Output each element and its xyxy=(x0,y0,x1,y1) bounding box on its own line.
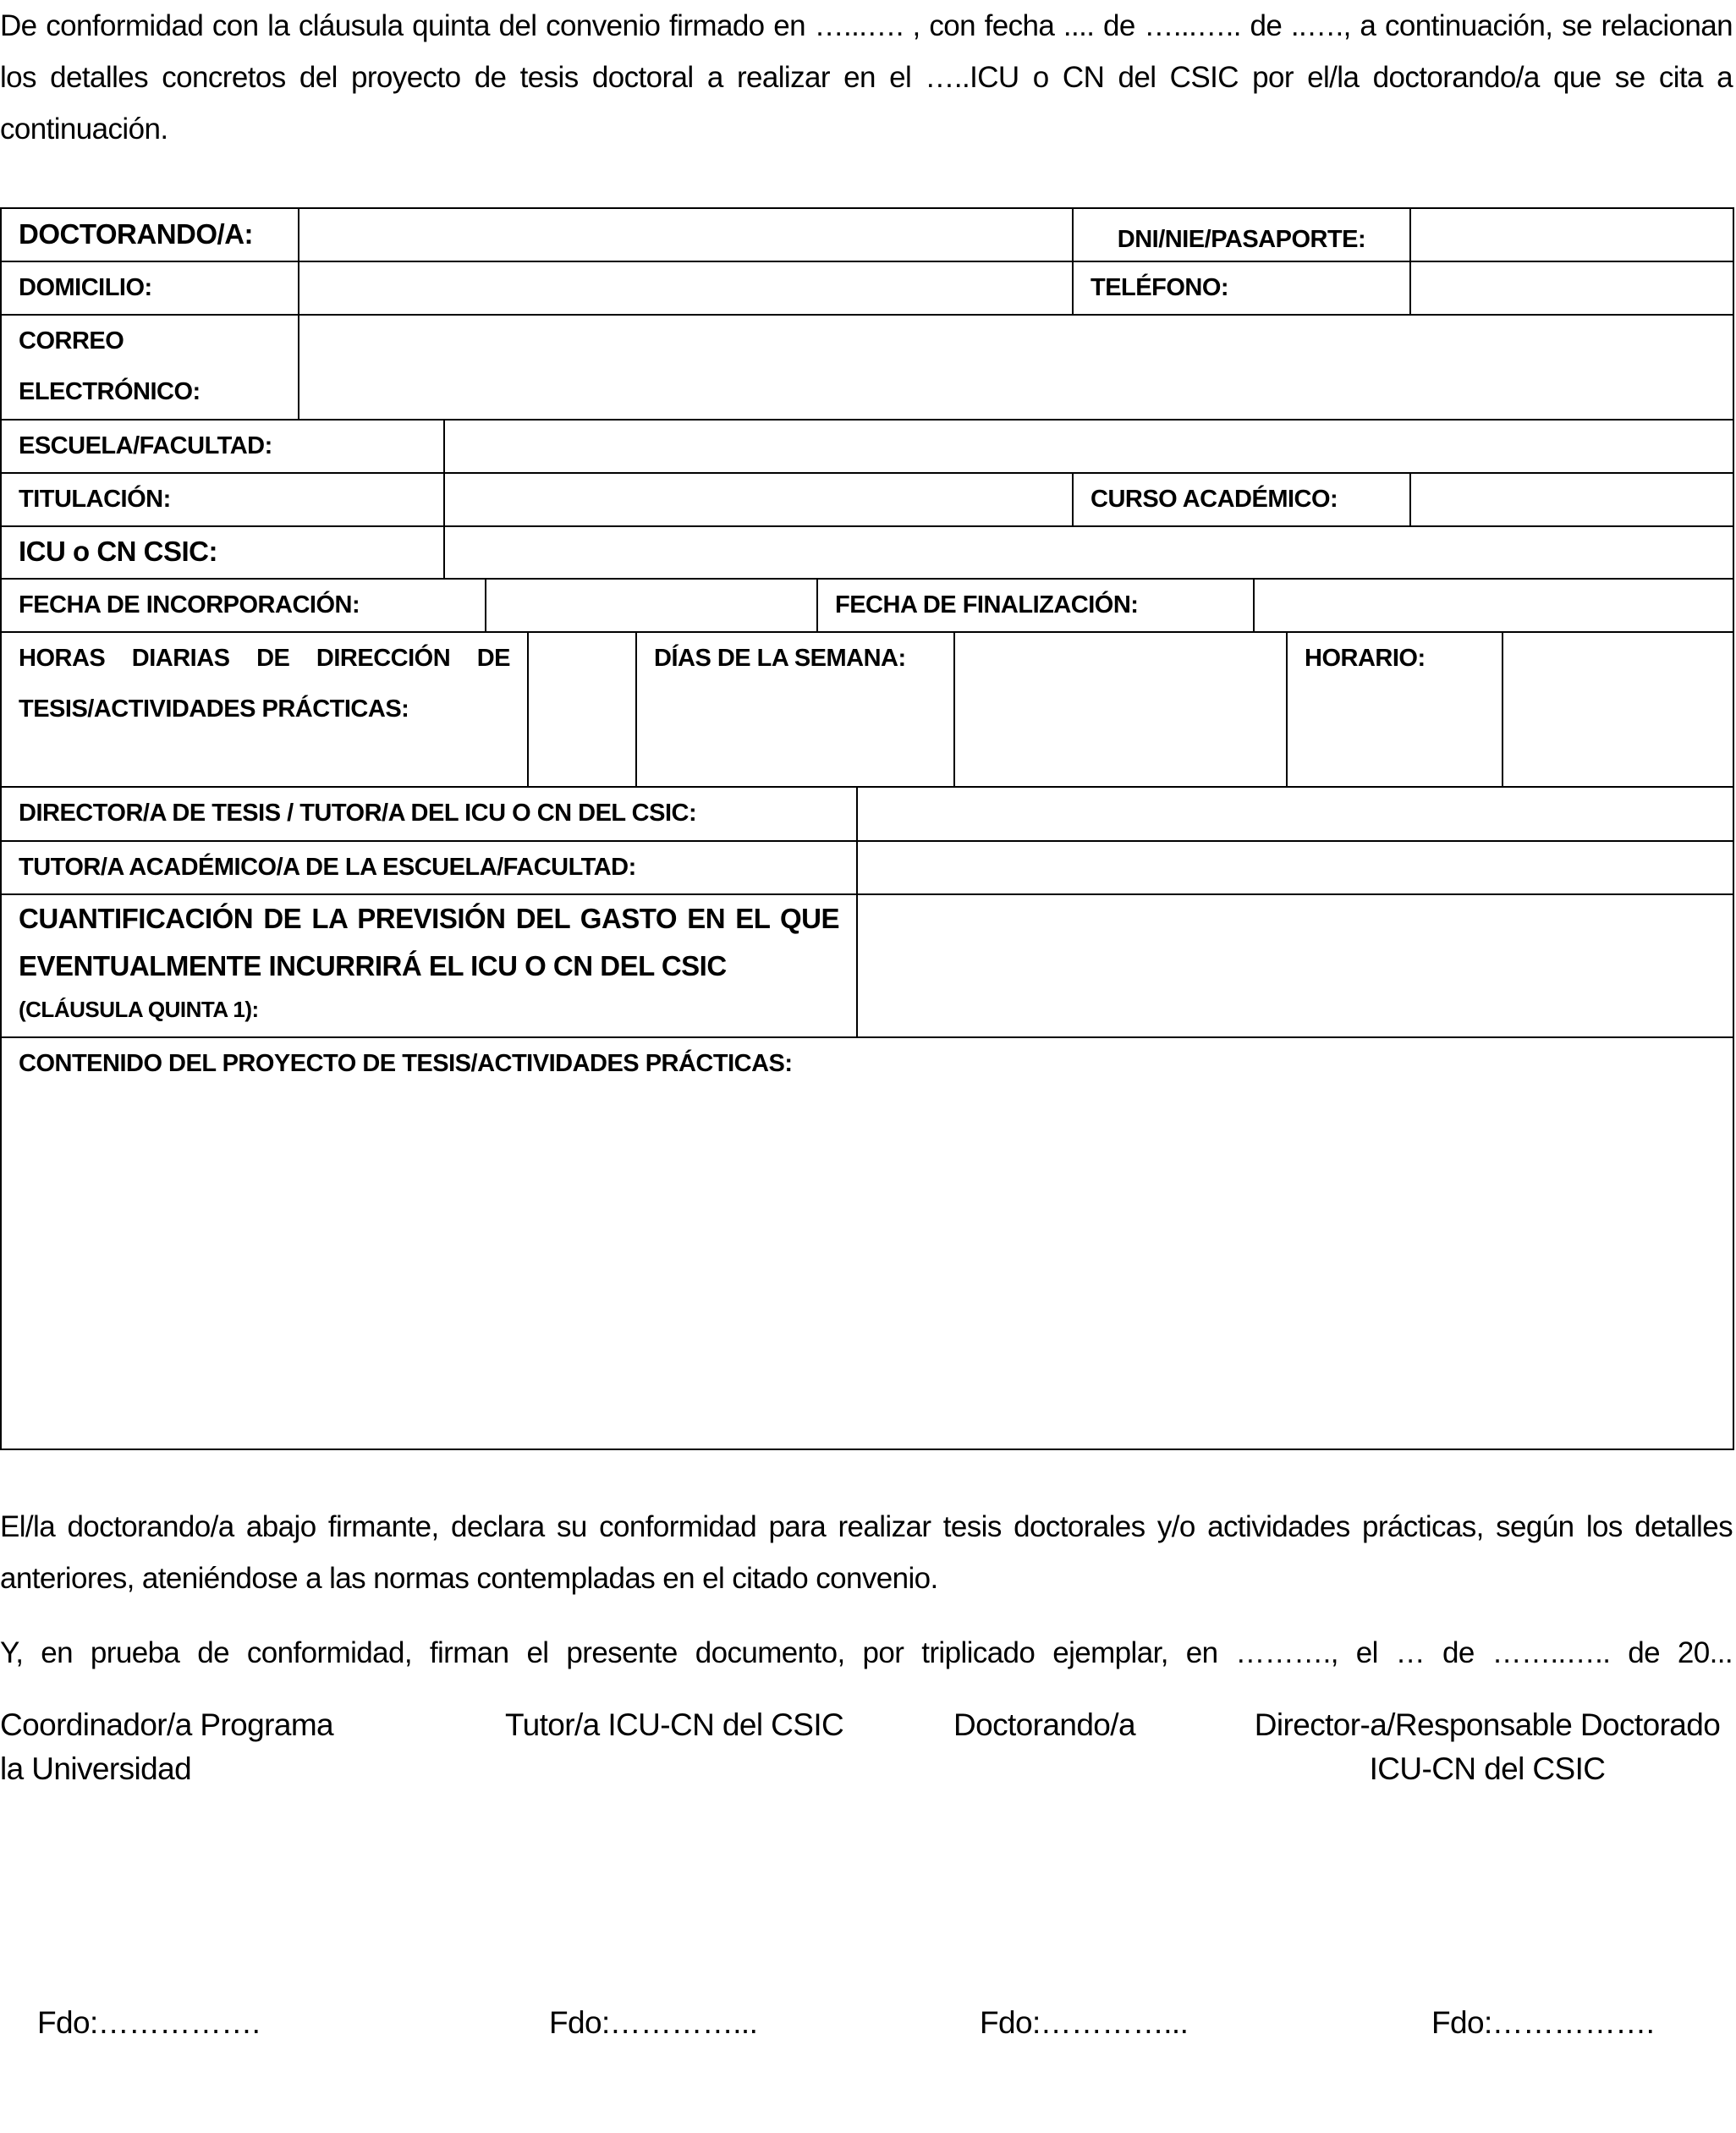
fdo-doctorando[interactable]: Fdo:…………... xyxy=(980,2005,1189,2040)
row-correo xyxy=(2,316,1733,421)
label-director: DIRECTOR/A DE TESIS / TUTOR/A DEL ICU O CN DEL CSIC: xyxy=(2,788,858,840)
field-telefono[interactable] xyxy=(1411,262,1733,314)
signature-role-line2: la Universidad xyxy=(0,1751,192,1786)
signature-role: Director-a/Responsable Doctorado xyxy=(1254,1707,1721,1742)
declaration-paragraph: El/la doctorando/a abajo firmante, declara su conformidad para realizar tesis doctorales y/o actividades prácticas, según los detalles anteriores, ateniéndose a las normas contempladas en el citado convenio. xyxy=(0,1510,1733,1595)
field-contenido[interactable] xyxy=(2,1038,1733,1449)
signature-coordinador xyxy=(0,1703,333,1791)
signature-doctorando xyxy=(953,1703,1135,1747)
signature-role: Tutor/a ICU-CN del CSIC xyxy=(505,1707,844,1742)
cuantificacion-text: CUANTIFICACIÓN DE LA PREVISIÓN DEL GASTO EN EL QUE EVENTUALMENTE INCURRIRÁ EL ICU O CN DEL CSIC xyxy=(19,903,839,981)
signature-role-line2: ICU-CN del CSIC xyxy=(1369,1751,1606,1786)
field-horas[interactable] xyxy=(529,633,637,786)
row-titulacion xyxy=(2,474,1733,527)
label-titulacion: TITULACIÓN: xyxy=(2,474,445,525)
fdo-director[interactable]: Fdo:……………. xyxy=(1431,2005,1655,2040)
field-horario[interactable] xyxy=(1503,633,1733,786)
field-icu[interactable] xyxy=(445,527,1733,578)
field-titulacion[interactable] xyxy=(445,474,1074,525)
label-contenido: CONTENIDO DEL PROYECTO DE TESIS/ACTIVIDADES PRÁCTICAS: xyxy=(19,1050,793,1077)
row-fechas xyxy=(2,580,1733,633)
label-correo: CORREO ELECTRÓNICO: xyxy=(2,316,299,419)
row-contenido xyxy=(2,1038,1733,1449)
label-horario: HORARIO: xyxy=(1288,633,1503,786)
fdo-tutor[interactable]: Fdo:…………... xyxy=(549,2005,758,2040)
field-fecha-incorporacion[interactable] xyxy=(486,580,818,631)
label-doctorando: DOCTORANDO/A: xyxy=(2,209,299,261)
field-dias[interactable] xyxy=(955,633,1288,786)
proof-paragraph: Y, en prueba de conformidad, firman el presente documento, por triplicado ejemplar, en ………., el … de ……..….. de 20... xyxy=(0,1636,1733,1669)
label-horas: HORAS DIARIAS DE DIRECCIÓN DE TESIS/ACTIVIDADES PRÁCTICAS: xyxy=(2,633,529,786)
row-cuantificacion xyxy=(2,895,1733,1038)
signature-role: Coordinador/a Programa xyxy=(0,1707,334,1742)
project-form-table xyxy=(0,207,1734,1450)
field-doctorando[interactable] xyxy=(299,209,1074,261)
field-tutor[interactable] xyxy=(858,842,1733,893)
field-director[interactable] xyxy=(858,788,1733,840)
field-escuela[interactable] xyxy=(445,421,1733,472)
row-icu xyxy=(2,527,1733,580)
label-fecha-incorporacion: FECHA DE INCORPORACIÓN: xyxy=(2,580,486,631)
field-correo[interactable] xyxy=(299,316,1733,419)
row-horas xyxy=(2,633,1733,788)
row-doctorando xyxy=(2,209,1733,262)
label-fecha-finalizacion: FECHA DE FINALIZACIÓN: xyxy=(818,580,1255,631)
label-dni: DNI/NIE/PASAPORTE: xyxy=(1074,209,1411,261)
label-domicilio: DOMICILIO: xyxy=(2,262,299,314)
label-escuela: ESCUELA/FACULTAD: xyxy=(2,421,445,472)
signature-director xyxy=(1240,1703,1734,1791)
field-curso[interactable] xyxy=(1411,474,1733,525)
label-tutor: TUTOR/A ACADÉMICO/A DE LA ESCUELA/FACULTAD: xyxy=(2,842,858,893)
row-escuela xyxy=(2,421,1733,474)
label-icu: ICU o CN CSIC: xyxy=(2,527,445,578)
field-domicilio[interactable] xyxy=(299,262,1074,314)
label-dias: DÍAS DE LA SEMANA: xyxy=(637,633,955,786)
fdo-coordinador[interactable]: Fdo:……………. xyxy=(37,2005,261,2040)
row-tutor xyxy=(2,842,1733,895)
cuantificacion-note: (CLÁUSULA QUINTA 1): xyxy=(19,997,259,1022)
row-director xyxy=(2,788,1733,842)
signature-tutor xyxy=(505,1703,843,1747)
field-dni[interactable] xyxy=(1411,209,1733,261)
label-telefono: TELÉFONO: xyxy=(1074,262,1411,314)
label-cuantificacion xyxy=(2,895,858,1036)
signature-role: Doctorando/a xyxy=(953,1707,1135,1742)
field-cuantificacion[interactable] xyxy=(858,895,1733,1036)
field-fecha-finalizacion[interactable] xyxy=(1255,580,1733,631)
row-domicilio xyxy=(2,262,1733,316)
label-curso: CURSO ACADÉMICO: xyxy=(1074,474,1411,525)
intro-paragraph: De conformidad con la cláusula quinta del convenio firmado en …...…. , con fecha .... de …...….. de ..…., a continuación, se relacionan los detalles concretos del proyecto de tesis doctoral a realizar en el …..ICU o CN del CSIC por el/la doctorando/a que se cita a continuación. xyxy=(0,9,1733,146)
